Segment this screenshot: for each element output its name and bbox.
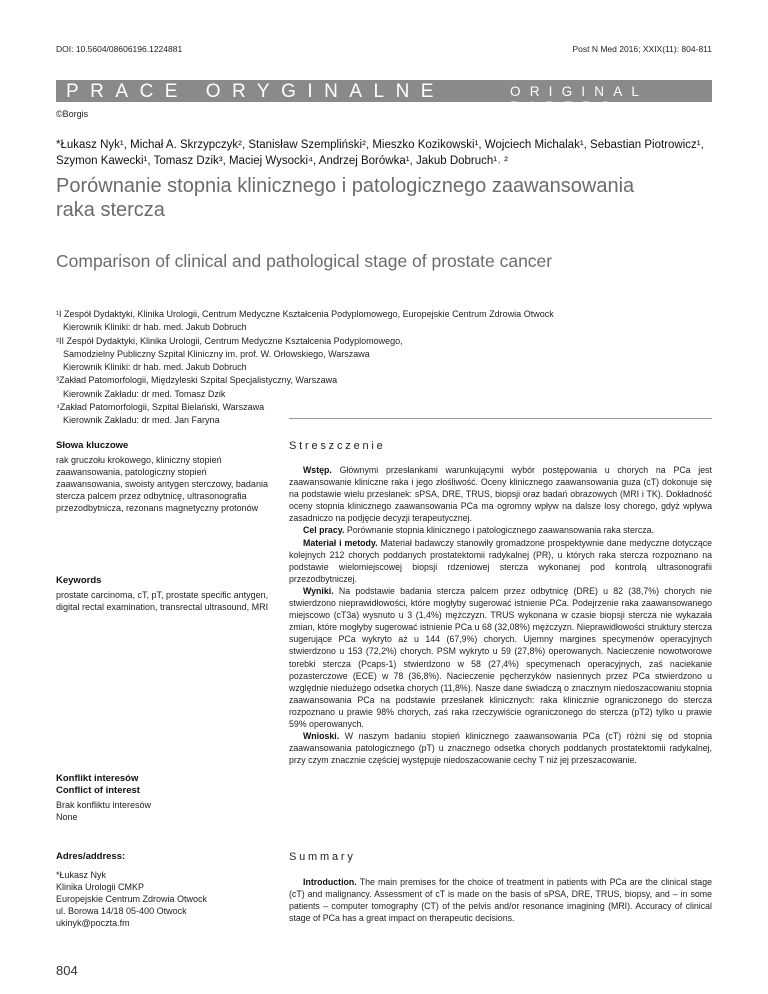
abstract-paragraph	[289, 585, 712, 730]
conflict-block	[56, 773, 271, 823]
section-label-en: ORIGINAL PAPERS	[510, 84, 648, 114]
affiliation-line: Kierownik Zakładu: dr med. Jan Faryna	[63, 415, 220, 426]
keywords-pl-text: rak gruczołu krokowego, kliniczny stopień zaawansowania, patologiczny stopień zaawansowania, swoisty antygen sterczowy, badania stercza palcem przez odbytnicę, ultrasonografia przezodbytnicza, rezonans magnetyczny protonów	[56, 455, 268, 513]
address-line: ul. Borowa 14/18 05-400 Otwock	[56, 906, 187, 916]
affiliation-line: Kierownik Zakładu: dr med. Tomasz Dzik	[63, 388, 226, 399]
address-line: Europejskie Centrum Zdrowia Otwock	[56, 894, 208, 904]
summary-label: Introduction.	[303, 877, 357, 887]
author-list: *Łukasz Nyk¹, Michał A. Skrzypczyk², Stanisław Szempliński², Mieszko Kozikowski¹, Wojciech Michalak¹, Sebastian Piotrowicz¹, Szymon Kawecki¹, Tomasz Dzik³, Maciej Wysocki⁴, Andrzej Borówka¹, Jakub Dobruch¹˒ ²	[56, 139, 704, 167]
section-label-pl: PRACE ORYGINALNE	[66, 81, 445, 102]
abstract-label: Wstęp.	[303, 465, 332, 475]
conflict-text-pl: Brak konfliktu interesów	[56, 800, 152, 810]
abstract-text: Porównanie stopnia klinicznego i patologicznego zaawansowania raka stercza.	[344, 525, 654, 536]
affiliation-line: ²II Zespół Dydaktyki, Klinika Urologii, Centrum Medyczne Kształcenia Podyplomowego,	[56, 335, 403, 346]
keywords-pl-block	[56, 440, 271, 514]
abstract-paragraph	[289, 537, 712, 585]
title-polish: Porównanie stopnia klinicznego i patologicznego zaawansowania raka stercza	[56, 175, 635, 221]
affiliation-line: ³Zakład Patomorfologii, Międzyleski Szpital Specjalistyczny, Warszawa	[56, 375, 338, 386]
abstract-label: Wyniki.	[303, 585, 334, 596]
address-block	[56, 851, 271, 929]
keywords-en-heading: Keywords	[56, 575, 102, 586]
affiliations	[56, 308, 736, 428]
abstract-text: Materiał badawczy stanowiły gromadzone prospektywnie dane medyczne dotyczące kolejnych 212 chorych poddanych prostatektomii radykalnej (PR), u których raka stercza rozpoznano na podstawie wielomiejscowej biopsji rdzeniowej stercza wykonanej pod kontrolą ultrasonografii przezodbytniczej.	[289, 537, 713, 584]
publisher: ©Borgis	[56, 109, 89, 119]
abstract-text: W naszym badaniu stopień klinicznego zaawansowania PCa (cT) różni się od stopnia zaawansowania patologicznego (pT) u znacznego odsetka chorych poddanych prostatektomii radykalnej, przy czym znacznie częściej występuje niedoszacowanie cechy T niż jej przeszacowanie.	[289, 731, 712, 766]
affiliation-line: Samodzielny Publiczny Szpital Kliniczny im. prof. W. Orłowskiego, Warszawa	[63, 348, 370, 359]
address-line: *Łukasz Nyk	[56, 870, 107, 880]
abstract-paragraph	[289, 730, 712, 766]
abstract-label: Cel pracy.	[303, 525, 345, 536]
address-heading: Adres/address:	[56, 851, 126, 862]
conflict-heading-en: Conflict of interest	[56, 785, 140, 796]
summary-heading: Summary	[289, 851, 356, 863]
summary-paragraph	[289, 876, 712, 924]
affiliation-line: ⁴Zakład Patomorfologii, Szpital Bielański, Warszawa	[56, 402, 265, 413]
conflict-text-en: None	[56, 812, 78, 822]
doi: DOI: 10.5604/08606196.1224881	[56, 44, 183, 54]
section-divider	[289, 418, 712, 419]
page-number: 804	[56, 963, 78, 978]
affiliation-line: Kierownik Kliniki: dr hab. med. Jakub Dobruch	[63, 362, 247, 373]
abstract-label: Wnioski.	[303, 731, 340, 742]
abstract-label: Materiał i metody.	[303, 537, 378, 548]
abstract-paragraph	[289, 464, 712, 524]
conflict-heading-pl: Konflikt interesów	[56, 773, 139, 784]
abstract-text: Na podstawie badania stercza palcem przez odbytnicę (DRE) u 82 (38,7%) chorych nie stwierdzono nieprawidłowości, które mogłyby sugerować istnienie PCa. Podejrzenie raka zaawansowanego miejscowo (cT3a) wysnuto u 3 (1,4%) mężczyzn. TRUS wykonana w czasie biopsji stercza nie wykazała zmian, które mogłyby sugerować istnienie PCa u 68 (32,08%) mężczyzn. Nieprawidłowości struktury stercza sugerujące PCa wykryto aż u 144 (67,9%) chorych. Ujemny margines specymenów operacyjnych stwierdzono u 153 (72,2%) chorych. PSM wykryto u 59 (27,8%) operowanych. Nacieczenie nowotworowe torebki stercza (Pcaps-1) stwierdzono w 58 (27,4%) specymenach operacyjnych, zaś naciekanie pozasterczowe (ECE) w 78 (36,8%). Nacieczenie pęcherzyków nasiennych przez PCa stwierdzono u względnie niedużego odsetka chorych (11,8%). Nasze dane świadczą o znacznym niedoszacowaniu stopnia zaawansowania PCa na podstawie przesłanek klinicznych: raka klinicznie ograniczonego do stercza rozpoznano u prawie 98% chorych, zaś raka rzeczywiście ograniczonego do stercza (pT2) tylko u prawie 59% operowanych.	[289, 585, 712, 729]
keywords-en-block	[56, 575, 271, 613]
keywords-en-text: prostate carcinoma, cT, pT, prostate specific antygen, digital rectal examination, transrectal ultrasound, MRI	[56, 590, 269, 612]
streszczenie-heading: Streszczenie	[289, 440, 386, 452]
address-line: Klinika Urologii CMKP	[56, 882, 145, 892]
keywords-pl-heading: Słowa kluczowe	[56, 440, 129, 451]
affiliation-line: Kierownik Kliniki: dr hab. med. Jakub Dobruch	[63, 322, 247, 333]
summary-body	[289, 876, 712, 924]
affiliation-line: ¹I Zespół Dydaktyki, Klinika Urologii, Centrum Medyczne Kształcenia Podyplomowego, Europejskie Centrum Zdrowia Otwock	[56, 309, 554, 319]
title-english: Comparison of clinical and pathological stage of prostate cancer	[56, 251, 553, 271]
email-link[interactable]: ukinyk@poczta.fm	[56, 918, 130, 928]
citation: Post N Med 2016; XXIX(11): 804-811	[572, 44, 712, 54]
abstract-paragraph	[289, 524, 712, 536]
streszczenie-body	[289, 464, 712, 766]
abstract-text: Głównymi przesłankami warunkującymi wybór postępowania u chorych na PCa jest zaawansowanie kliniczne raka i jego złośliwość. Oceny klinicznego zaawansowania guza (cT) dokonuje się na podstawie wielu przesłanek: sPSA, DRE, TRUS, biopsji oraz badań obrazowych (MRI i TK). Dokładność oceny stopnia klinicznego zaawansowania PCa ma ogromny wpływ na dalsze losy chorego, gdyż wpływa zasadniczo na podjęcie decyzji terapeutycznej.	[289, 465, 712, 524]
summary-text: The main premises for the choice of treatment in patients with PCa are the clinical stage (cT) and malignancy. Assessment of cT is made on the basis of sPSA, DRE, TRUS, biopsy, and – in some patients – computer tomography (CT) of the pelvis and/or resonance imagining (MRI). Accuracy of clinical stage of PCa has a great impact on therapeutic decisions.	[289, 877, 712, 924]
